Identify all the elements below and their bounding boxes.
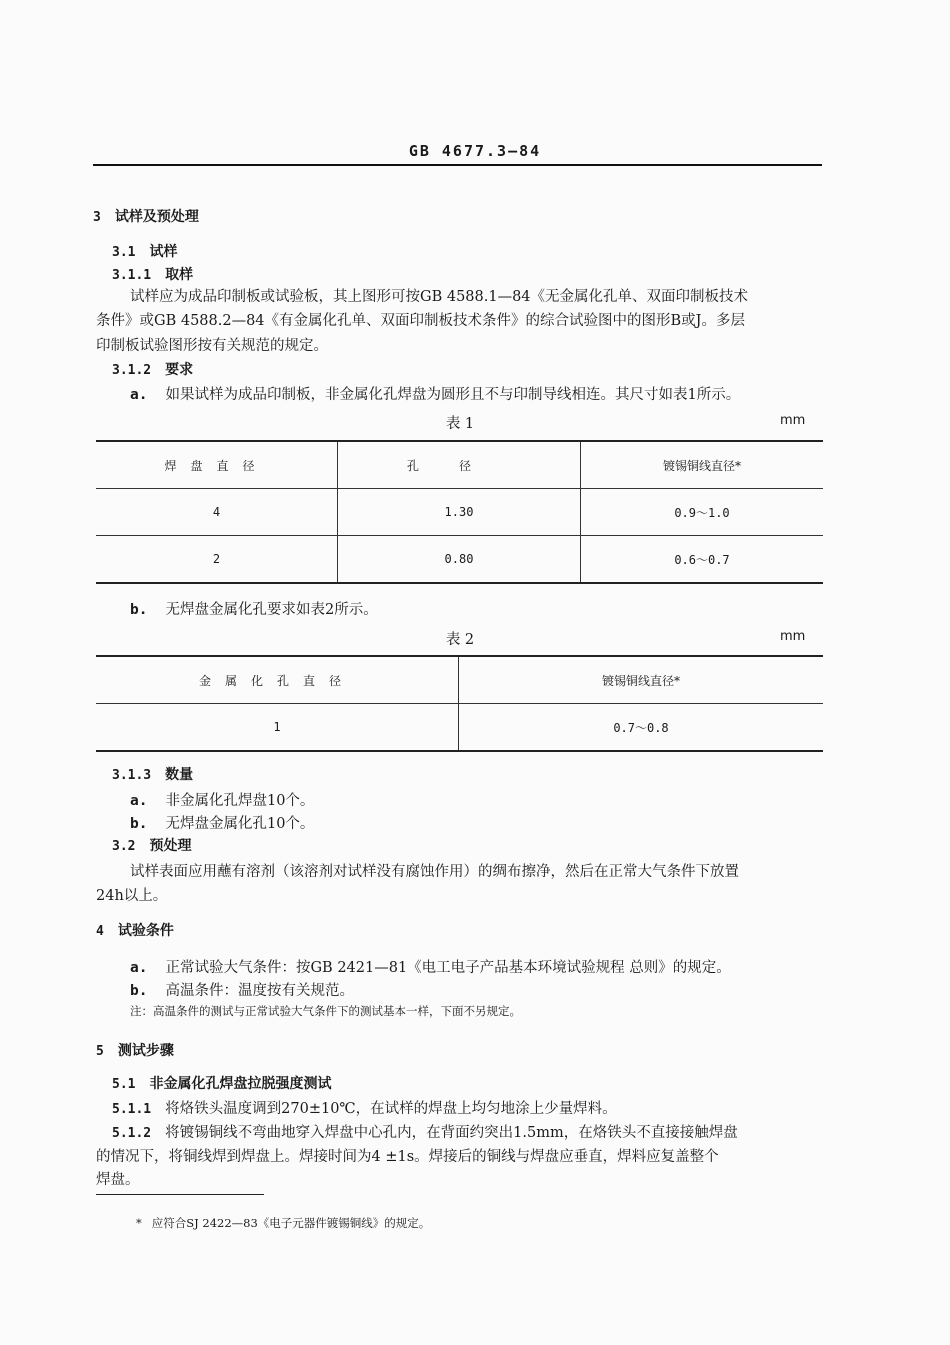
section-4-number: 4 <box>96 924 104 939</box>
footnote-text: 应符合SJ 2422—83《电子元器件镀锡铜线》的规定。 <box>151 1216 431 1230</box>
footnote-rule <box>96 1194 264 1195</box>
section-3-1-1-line-1: 试样应为成品印制板或试验板，其上图形可按GB 4588.1—84《无金属化孔单、双面印制板技术 <box>130 289 749 305</box>
item-b <box>130 598 378 619</box>
section-4-title: 试验条件 <box>117 923 174 939</box>
section-3-number: 3 <box>93 210 101 225</box>
section-4-item-a: a. 正常试验大气条件：按GB 2421—81《电工电子产品基本环境试验规程 总则》的规定。 <box>130 960 731 976</box>
table-1-unit: mm <box>780 413 806 428</box>
table-row <box>96 489 823 536</box>
table-2-header-hole-diameter: 金属化孔直径 <box>96 656 459 704</box>
table-1-cell: 0.80 <box>338 536 581 584</box>
section-3-2-line-1: 试样表面应用蘸有溶剂（该溶剂对试样没有腐蚀作用）的绸布擦净，然后在正常大气条件下放置 <box>130 864 739 880</box>
item-a <box>130 383 740 404</box>
table-1-cell: 4 <box>96 489 338 536</box>
table-1-header-hole-diameter: 孔径 <box>338 441 581 489</box>
footnote-mark: * <box>136 1216 142 1230</box>
section-3-heading <box>93 206 199 226</box>
section-3-2-line-2: 24h以上。 <box>96 888 168 904</box>
footnote <box>136 1215 430 1231</box>
section-3-2-number: 3.2 <box>112 839 136 854</box>
table-1-cell: 0.9～1.0 <box>581 489 824 536</box>
table-2-cell: 0.7～0.8 <box>613 720 669 735</box>
table-1-title: 表 1 <box>445 416 475 432</box>
table-row <box>96 704 823 752</box>
table-2-unit: mm <box>780 629 806 644</box>
item-a-text: 如果试样为成品印制板，非金属化孔焊盘为圆形且不与印制导线相连。其尺寸如表1所示。 <box>165 387 741 403</box>
table-1-cell: 0.6～0.7 <box>674 552 730 567</box>
section-3-1-3-item-a: a. 非金属化孔焊盘10个。 <box>130 793 315 809</box>
section-3-1-1-number: 3.1.1 <box>112 268 152 283</box>
section-3-1-number: 3.1 <box>112 245 136 260</box>
item-b-label: b. <box>130 602 148 618</box>
item-a-label: a. <box>130 387 148 403</box>
section-5-title: 测试步骤 <box>117 1043 174 1059</box>
section-3-2-title: 预处理 <box>149 838 192 854</box>
section-5-1-2-line-2: 的情况下，将铜线焊到焊盘上。焊接时间为4 ±1s。焊接后的铜线与焊盘应垂直，焊料应复盖整个 <box>96 1149 719 1165</box>
standard-number: GB 4677.3—84 <box>408 142 542 160</box>
table-1-cell: 1.30 <box>338 489 581 536</box>
table-1-header-pad-diameter: 焊盘直径 <box>96 441 338 489</box>
section-3-1-3-number: 3.1.3 <box>112 768 152 783</box>
section-3-1-1-heading <box>112 264 193 284</box>
table-2-cell: 1 <box>96 704 459 752</box>
section-3-1-2-number: 3.1.2 <box>112 363 152 378</box>
section-4-heading <box>96 920 174 940</box>
section-5-1-2-line-3: 焊盘。 <box>96 1172 140 1188</box>
item-b-text: 无焊盘金属化孔要求如表2所示。 <box>165 602 378 618</box>
section-5-number: 5 <box>96 1044 104 1059</box>
table-2-title: 表 2 <box>445 632 475 648</box>
table-1-header-row <box>96 441 823 489</box>
section-5-1-2-line-1: 5.1.2 将镀锡铜线不弯曲地穿入焊盘中心孔内，在背面约突出1.5mm，在烙铁头不直接接触焊盘 <box>112 1125 738 1141</box>
table-1 <box>96 440 823 584</box>
section-3-1-title: 试样 <box>149 244 178 260</box>
section-3-1-1-title: 取样 <box>165 267 194 283</box>
section-5-1-title: 非金属化孔焊盘拉脱强度测试 <box>149 1076 332 1092</box>
section-5-1-heading <box>112 1073 331 1093</box>
section-5-heading <box>96 1040 174 1060</box>
section-3-1-3-item-b: b. 无焊盘金属化孔10个。 <box>130 816 315 832</box>
table-1-cell: 2 <box>96 536 338 584</box>
section-5-1-number: 5.1 <box>112 1077 136 1092</box>
section-3-1-3-heading <box>112 764 193 784</box>
section-4-item-b: b. 高温条件：温度按有关规范。 <box>130 983 354 999</box>
section-3-1-3-title: 数量 <box>165 767 194 783</box>
section-3-1-2-title: 要求 <box>165 362 194 378</box>
section-5-1-1: 5.1.1 将烙铁头温度调到270±10℃，在试样的焊盘上均匀地涂上少量焊料。 <box>112 1101 617 1117</box>
section-3-2-heading <box>112 835 191 855</box>
table-1-header-wire-diameter: 镀锡铜线直径* <box>581 441 824 489</box>
table-2-header-row <box>96 656 823 704</box>
section-4-note: 注：高温条件的测试与正常试验大气条件下的测试基本一样，下面不另规定。 <box>130 1004 521 1018</box>
section-3-1-2-heading <box>112 359 193 379</box>
section-3-title: 试样及预处理 <box>114 209 199 225</box>
section-3-1-1-line-2: 条件》或GB 4588.2—84《有金属化孔单、双面印制板技术条件》的综合试验图中的图形B或J。多层 <box>96 313 745 329</box>
section-3-1-1-line-3: 印制板试验图形按有关规范的规定。 <box>96 338 328 354</box>
table-2-header-wire-diameter: 镀锡铜线直径* <box>459 656 824 704</box>
header-rule <box>93 164 822 166</box>
table-row <box>96 536 823 584</box>
table-2 <box>96 655 823 752</box>
section-3-1-heading <box>112 241 177 261</box>
